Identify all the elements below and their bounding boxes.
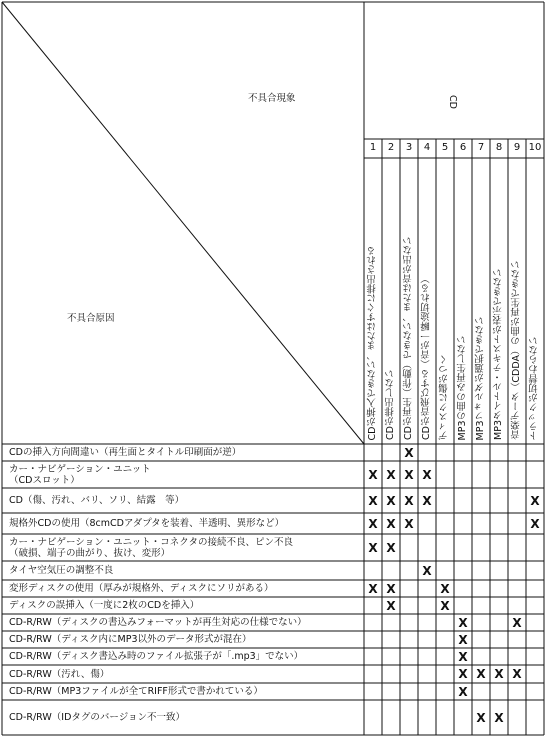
row-cause-label: CD-R/RW（ディスク書込み時のファイル拡張子が「.mp3」でない） <box>9 651 304 662</box>
mark-x: X <box>476 710 486 725</box>
column-number: 10 <box>528 142 542 153</box>
mark-x: X <box>440 581 450 596</box>
mark-x: X <box>422 493 432 508</box>
mark-x: X <box>422 563 432 578</box>
mark-x: X <box>512 615 522 630</box>
column-header-label: CDが再生（作動）できない、または音が出ない <box>403 236 414 440</box>
mark-x: X <box>404 493 414 508</box>
mark-x: X <box>368 516 378 531</box>
mark-x: X <box>476 667 486 681</box>
mark-x: X <box>368 540 378 555</box>
column-header-label: トラックが切替わらない <box>529 335 540 440</box>
mark-x: X <box>386 467 396 482</box>
column-number: 1 <box>369 142 377 153</box>
row-cause-label: CD-R/RW（MP3ファイルが全てRIFF形式で書かれている） <box>9 686 263 697</box>
column-header-label: 音楽データ（CDDA）の曲が再生できない <box>511 260 522 440</box>
mark-x: X <box>386 540 396 555</box>
mark-x: X <box>368 581 378 596</box>
row-cause-label: ディスクの誤挿入（一度に2枚のCDを挿入） <box>9 600 200 611</box>
column-header-label: MP3フォルダが選択できない <box>475 315 486 440</box>
row-cause-label: 規格外CDの使用（8cmCDアダプタを装着、半透明、異形など） <box>9 518 285 529</box>
column-header-label: ディスクに傷がつく <box>439 354 450 440</box>
mark-x: X <box>404 445 414 460</box>
mark-x: X <box>404 467 414 482</box>
mark-x: X <box>440 598 450 613</box>
mark-x: X <box>386 493 396 508</box>
column-number: 5 <box>441 142 449 153</box>
column-header-label: CDが排出しない <box>385 369 396 440</box>
row-cause-label: CDの挿入方向間違い（再生面とタイトル印刷面が逆） <box>9 447 242 458</box>
column-number: 4 <box>423 142 431 153</box>
row-cause-label: カー・ナビゲーション・ユニット・コネクタの接続不良、ピン不良 （破損、端子の曲がり、抜け、変形） <box>9 536 294 559</box>
header-diagonal-line <box>2 2 364 444</box>
row-cause-label: 変形ディスクの使用（厚みが規格外、ディスクにソリがある） <box>9 583 274 594</box>
row-cause-label: カー・ナビゲーション・ユニット （CDスロット） <box>9 463 151 486</box>
column-number: 2 <box>387 142 395 153</box>
row-cause-label: CD-R/RW（IDタグのバージョン不一致） <box>9 712 186 723</box>
mark-x: X <box>368 493 378 508</box>
row-cause-label: CD-R/RW（ディスク内にMP3以外のデータ形式が混在） <box>9 634 252 645</box>
mark-x: X <box>422 467 432 482</box>
column-header-label: MP3の曲のみ再生しない <box>457 334 468 440</box>
row-cause-label: CD-R/RW（汚れ、傷） <box>9 668 110 680</box>
mark-x: X <box>530 493 540 508</box>
mark-x: X <box>494 667 504 681</box>
mark-x: X <box>530 516 540 531</box>
mark-x: X <box>386 598 396 613</box>
mark-x: X <box>458 667 468 681</box>
column-number: 3 <box>405 142 413 153</box>
mark-x: X <box>458 649 468 664</box>
mark-x: X <box>458 684 468 699</box>
row-cause-label: CD-R/RW（ディスクの書込みフォーマットが再生対応の仕様でない） <box>9 617 307 628</box>
column-number: 8 <box>495 142 503 153</box>
row-cause-label: CD（傷、汚れ、バリ、ソリ、結露 等） <box>9 495 185 506</box>
column-number: 6 <box>459 142 467 153</box>
mark-x: X <box>458 632 468 647</box>
phenomenon-header-label: 不具合現象 <box>248 93 296 104</box>
column-header-label: CDが挿入できない、またはすぐに排出される <box>367 245 378 440</box>
mark-x: X <box>512 667 522 681</box>
mark-x: X <box>386 516 396 531</box>
cd-group-label: CD <box>447 95 458 109</box>
mark-x: X <box>386 581 396 596</box>
column-header-label: MP3タイトル・テキストが表示できない <box>493 268 504 440</box>
row-cause-label: タイヤ空気圧の調整不良 <box>9 565 114 576</box>
mark-x: X <box>494 710 504 725</box>
column-number: 9 <box>513 142 521 153</box>
mark-x: X <box>458 615 468 630</box>
column-number: 7 <box>477 142 485 153</box>
mark-x: X <box>404 516 414 531</box>
cause-header-label: 不具合原因 <box>67 313 115 324</box>
column-header-label: CDが音飛びする（音が一瞬途切れる） <box>421 274 432 440</box>
mark-x: X <box>368 467 378 482</box>
